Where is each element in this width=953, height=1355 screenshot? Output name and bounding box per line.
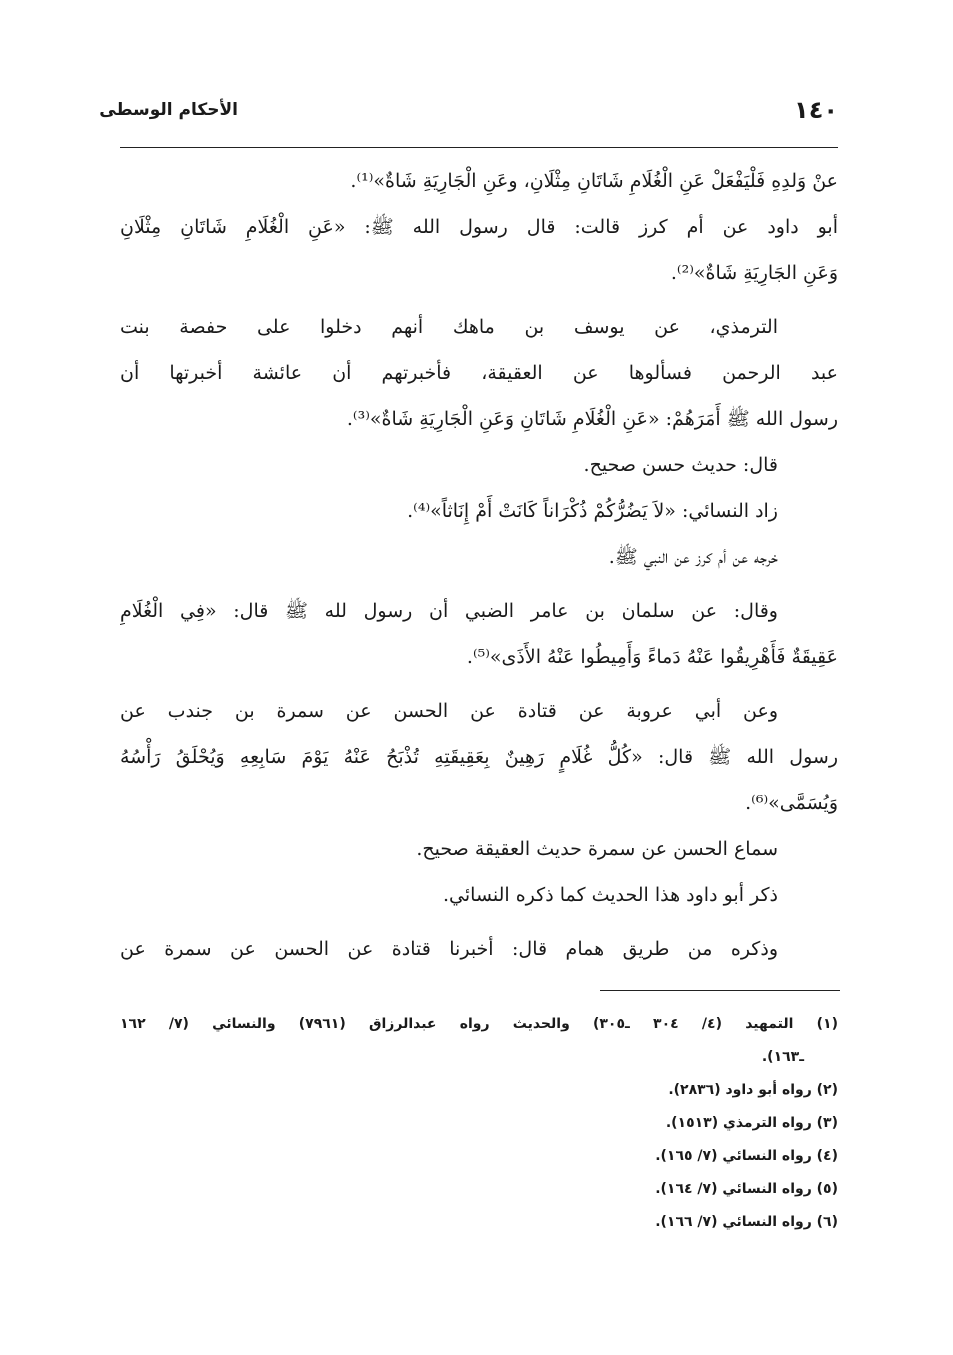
text-line: وَيُسَمَّى»⁽⁶⁾. (745, 792, 838, 814)
text-line: عبد الرحمن فسألوها عن العقيقة، فأخبرتهم أن عائشة أخبرتها أن (120, 362, 838, 384)
text-line: رسول الله ﷺ أَمَرَهُمْ: «عَنِ الْغُلَامِ شَاتَانِ وَعَنِ الْجَارِيَةِ شَاةٌ»⁽³⁾. (346, 408, 838, 430)
page-header (99, 96, 838, 140)
footnote-line: (٦) رواه النسائي (٧/ ١٦٦). (655, 1214, 838, 1230)
text-line: عنْ وَلدِهِ فَلْيَفْعَلْ عَنِ الْغُلَامِ شَاتَانِ مِثْلَانِ، وعَنِ الْجَارِيَةِ شَاةٌ»⁽¹⁾. (350, 170, 838, 192)
text-line: زاد النسائي: «لاَ يَضُرُّكُمْ ذُكْرَاناً كَانَتْ أَمْ إِنَاثاً»⁽⁴⁾. (407, 500, 778, 522)
text-line: سماع الحسن عن سمرة حديث العقيقة صحيح. (416, 838, 778, 860)
text-line: وذكره من طريق همام قال: أخبرنا قتادة عن الحسن عن سمرة عن (120, 938, 778, 960)
header-divider (120, 147, 838, 148)
footnote-line: (٤) رواه النسائي (٧/ ١٦٥). (655, 1148, 838, 1164)
footnote-line: (١) التمهيد (٤/ ٣٠٤ ـ٣٠٥) والحديث رواه عبدالرزاق (٧٩٦١) والنسائي (٧/ ١٦٢ (120, 1016, 838, 1032)
text-line: أبو داود عن أم كرز قالت: قال رسول الله ﷺ: «عَنِ الْغُلَامِ شَاتَانِ مِثْلَانِ (120, 216, 838, 238)
running-title: الأحكام الوسطى (99, 100, 238, 120)
text-line: الترمذي، عن يوسف بن ماهك أنهم دخلوا على حفصة بنت (120, 316, 778, 338)
text-line: وقال: عن سلمان بن عامر الضبي أن رسول لله ﷺ قال: «فِي الْغُلَامِ (120, 600, 778, 622)
footnote-line: (٢) رواه أبو داود (٢٨٣٦). (668, 1082, 838, 1098)
text-line: عَقِيقَةٌ فَأَهْرِيقُوا عَنْهُ دَماءً وَأَمِيطُوا عَنْهُ الأَذَى»⁽⁵⁾. (466, 646, 838, 668)
footnote-line: ـ١٦٣). (761, 1049, 804, 1065)
text-line: خرجه عن أم كرز عن النبي ﷺ. (608, 546, 778, 568)
footnote-divider (600, 990, 840, 991)
text-line: رسول الله ﷺ قال: «كُلُّ غُلَامٍ رَهِينٌ بِعَقِيقَتِهِ تُذْبَحُ عَنْهُ يَوْمَ سَابِعِهِ وَيُحْلَقُ رَأْسُهُ (120, 746, 838, 768)
footnote-line: (٥) رواه النسائي (٧/ ١٦٤). (655, 1181, 838, 1197)
main-text (120, 158, 838, 972)
footnote-line: (٣) رواه الترمذي (١٥١٣). (665, 1115, 838, 1131)
text-line: قال: حديث حسن صحيح. (583, 454, 778, 476)
text-line: وعن أبي عروبة عن قتادة عن الحسن عن سمرة بن جندب عن (120, 700, 778, 722)
text-line: ذكر أبو داود هذا الحديث كما ذكره النسائي. (442, 884, 778, 906)
footnotes (120, 1008, 838, 1239)
page-number: ١٤٠ (794, 96, 838, 124)
text-line: وَعَنِ الجَارِيَةِ شَاةٌ»⁽²⁾. (670, 262, 838, 284)
